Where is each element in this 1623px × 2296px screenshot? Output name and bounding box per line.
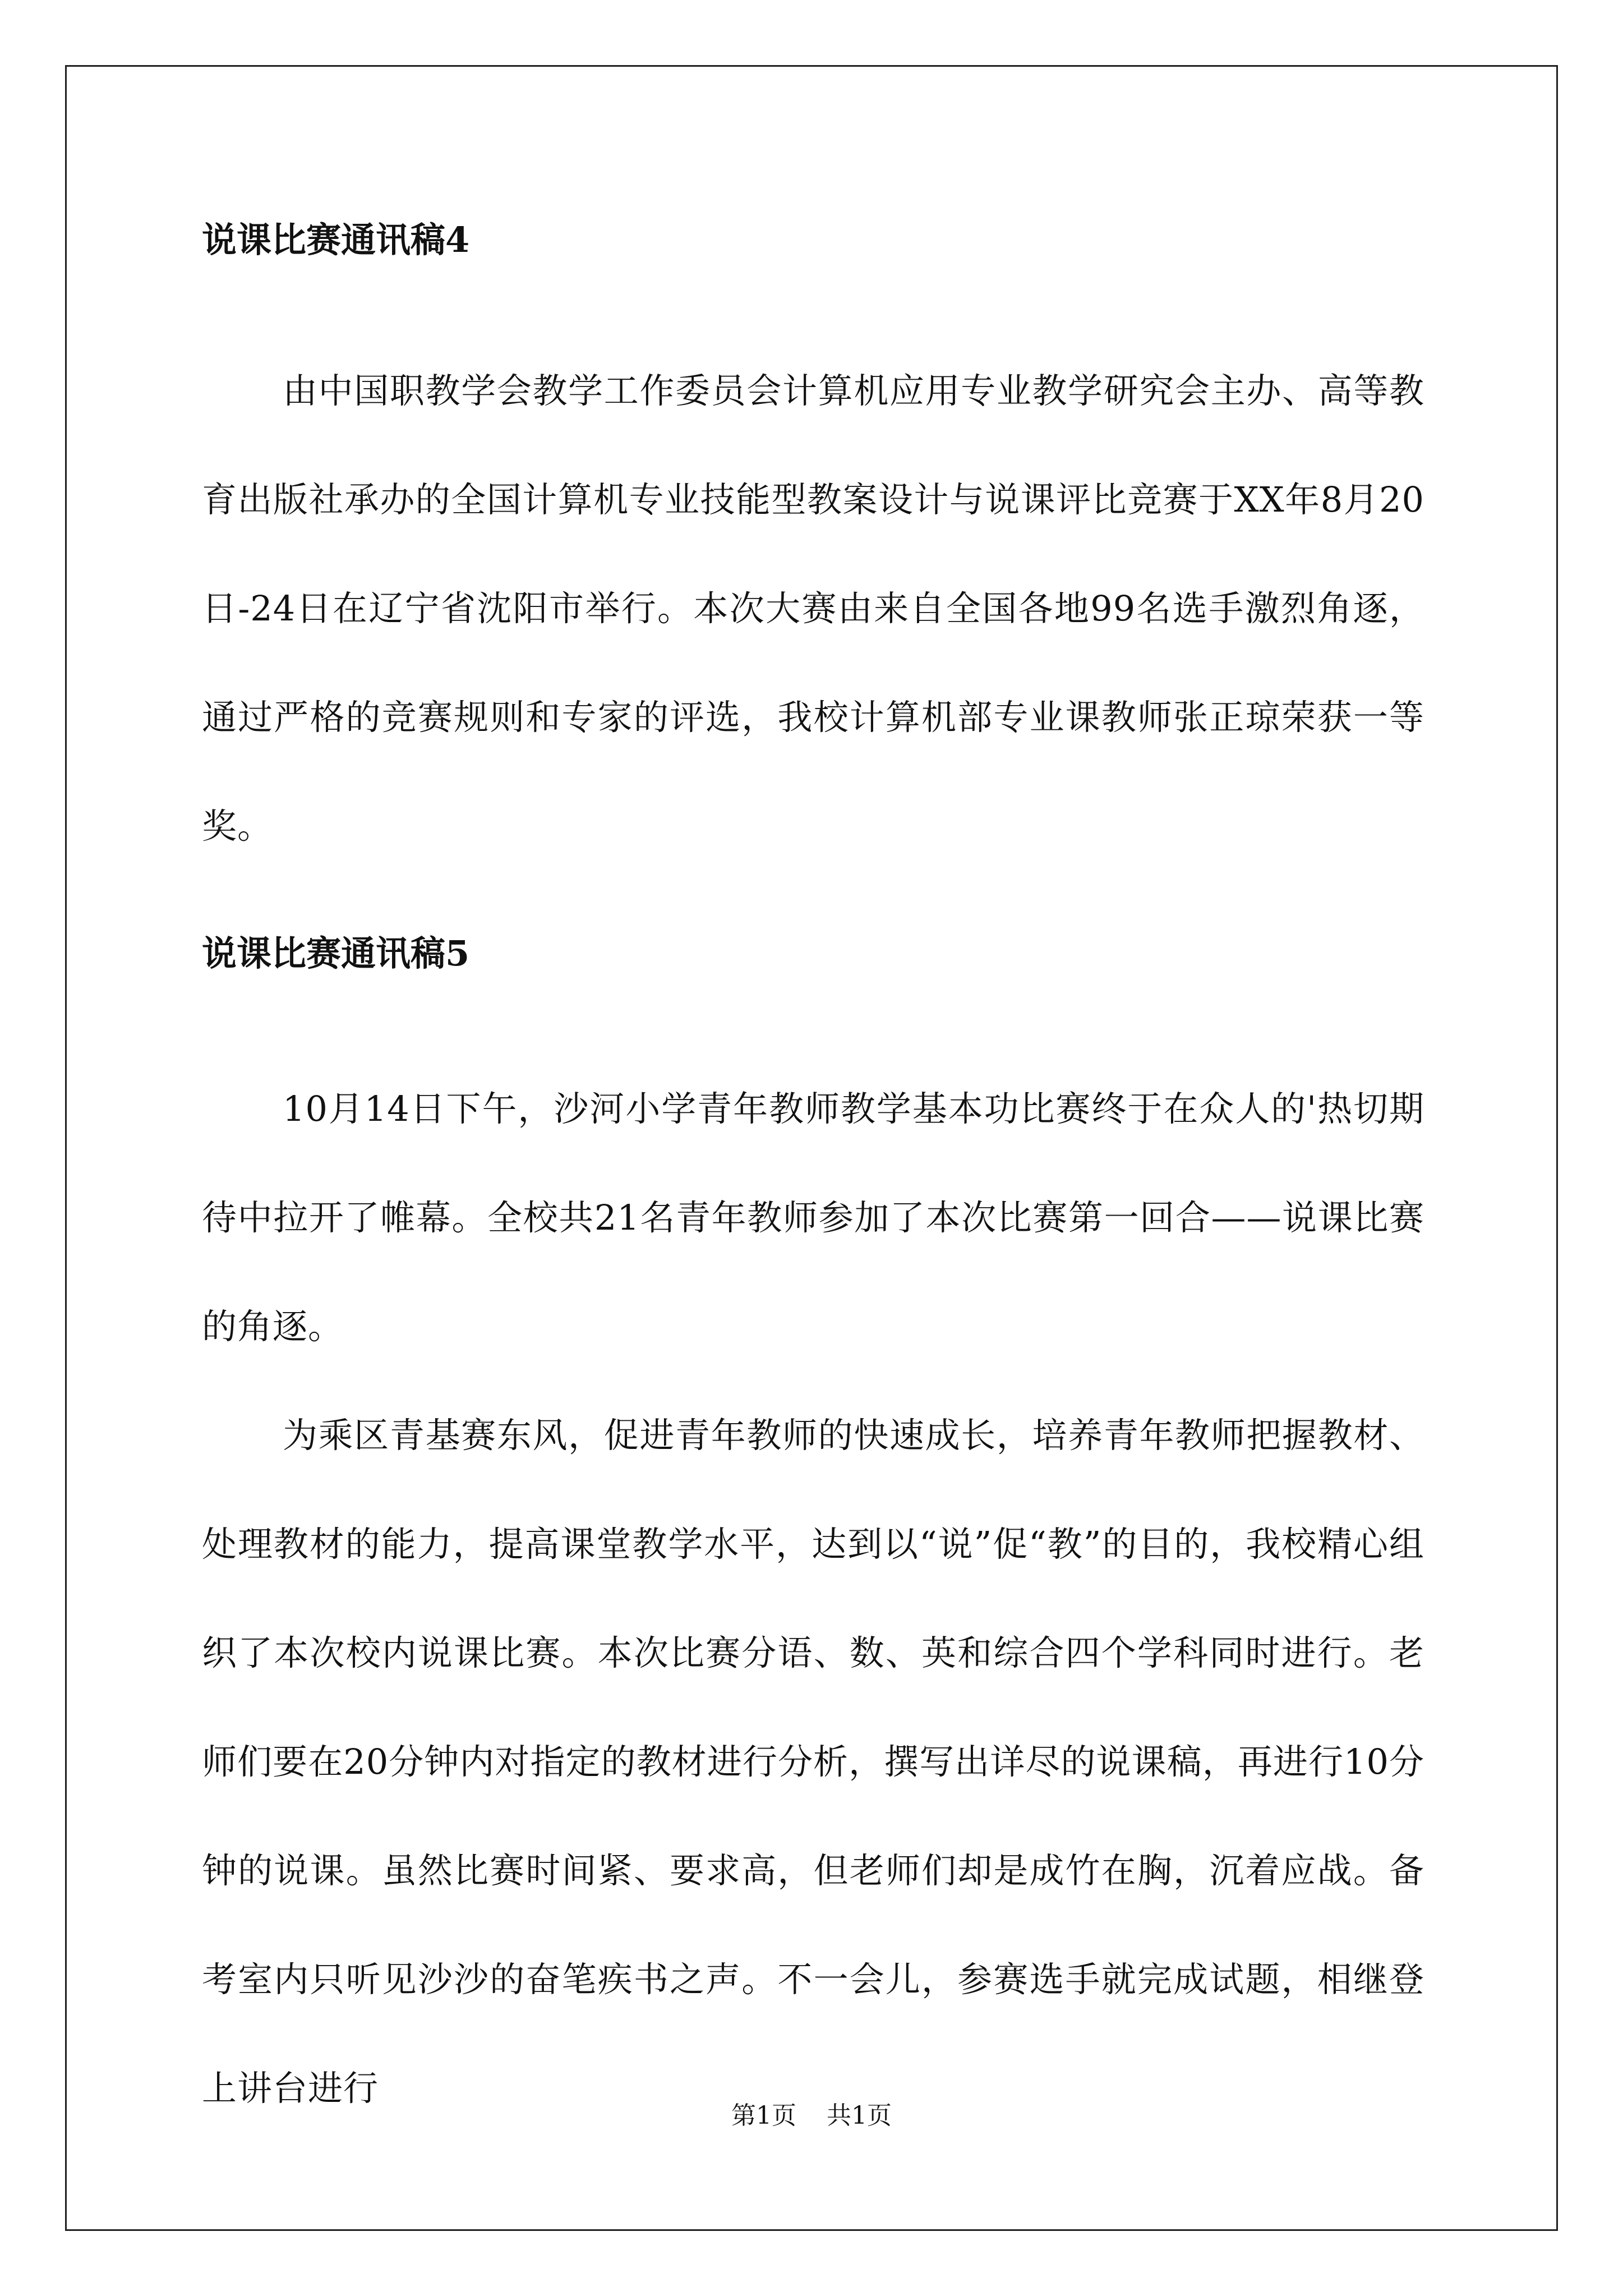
section-1-paragraph-1: 由中国职教学会教学工作委员会计算机应用专业教学研究会主办、高等教育出版社承办的全国计算机专业技能型教案设计与说课评比竞赛于XX年8月20日-24日在辽宁省沈阳市举行。本次大赛由来自全国各地99名选手激烈角逐，通过严格的竞赛规则和专家的评选，我校计算机部专业课教师张正琼荣获一等奖。 xyxy=(202,370,1424,846)
section-title-2: 说课比赛通讯稿5 xyxy=(202,933,470,974)
page-footer xyxy=(0,2099,1623,2133)
section-2-paragraph-2: 为乘区青基赛东风，促进青年教师的快速成长，培养青年教师把握教材、处理教材的能力，提高课堂教学水平，达到以“说”促“教”的目的，我校精心组织了本次校内说课比赛。本次比赛分语、数、英和综合四个学科同时进行。老师们要在20分钟内对指定的教材进行分析，撰写出详尽的说课稿，再进行10分钟的说课。虽然比赛时间紧、要求高，但老师们却是成竹在胸，沉着应战。备考室内只听见沙沙的奋笔疾书之声。不一会儿，参赛选手就完成试题，相继登上讲台进行 xyxy=(202,1415,1424,2109)
section-2-paragraph-1: 10月14日下午，沙河小学青年教师教学基本功比赛终于在众人的'热切期待中拉开了帷幕。全校共21名青年教师参加了本次比赛第一回合——说课比赛的角逐。 xyxy=(202,1088,1424,1347)
document-body xyxy=(202,213,1424,2143)
page-total: 共1页 xyxy=(827,2101,892,2130)
page-number: 第1页 xyxy=(731,2101,796,2130)
section-title-1: 说课比赛通讯稿4 xyxy=(202,219,470,260)
